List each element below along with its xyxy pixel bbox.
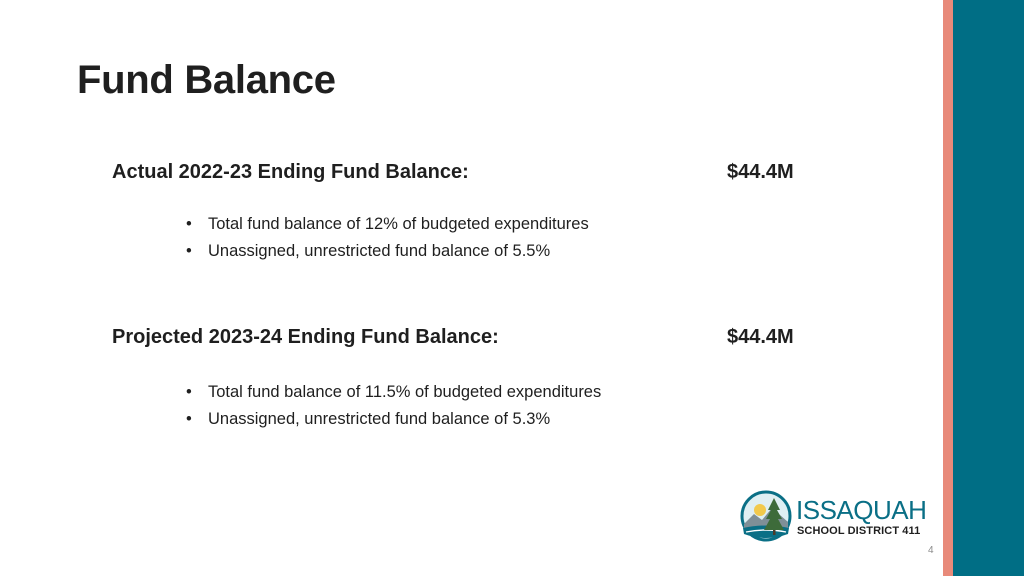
list-item [186, 406, 601, 433]
bullet-icon: • [186, 215, 192, 233]
bullet-text: Unassigned, unrestricted fund balance of 5.5% [208, 242, 551, 260]
bullet-icon: • [186, 242, 192, 260]
bullet-text: Unassigned, unrestricted fund balance of 5.3% [208, 410, 551, 428]
logo-name-main: ISSAQUAH [796, 495, 927, 525]
teal-accent-bar [953, 0, 1024, 576]
bullet-list-projected [186, 379, 601, 433]
list-item [186, 211, 589, 238]
section-heading-projected: Projected 2023-24 Ending Fund Balance: [112, 326, 499, 348]
section-heading-actual: Actual 2022-23 Ending Fund Balance: [112, 161, 469, 183]
logo-name-sub: SCHOOL DISTRICT 411 [797, 525, 921, 537]
section-value-projected: $44.4M [727, 326, 794, 348]
list-item [186, 238, 589, 265]
bullet-text: Total fund balance of 11.5% of budgeted expenditures [208, 383, 602, 401]
slide-title: Fund Balance [77, 58, 336, 102]
bullet-list-actual [186, 211, 589, 265]
bullet-icon: • [186, 410, 192, 428]
list-item [186, 379, 601, 406]
bullet-icon: • [186, 383, 192, 401]
salmon-accent-stripe [943, 0, 953, 576]
section-value-actual: $44.4M [727, 161, 794, 183]
page-number: 4 [928, 545, 934, 556]
bullet-text: Total fund balance of 12% of budgeted expenditures [208, 215, 589, 233]
